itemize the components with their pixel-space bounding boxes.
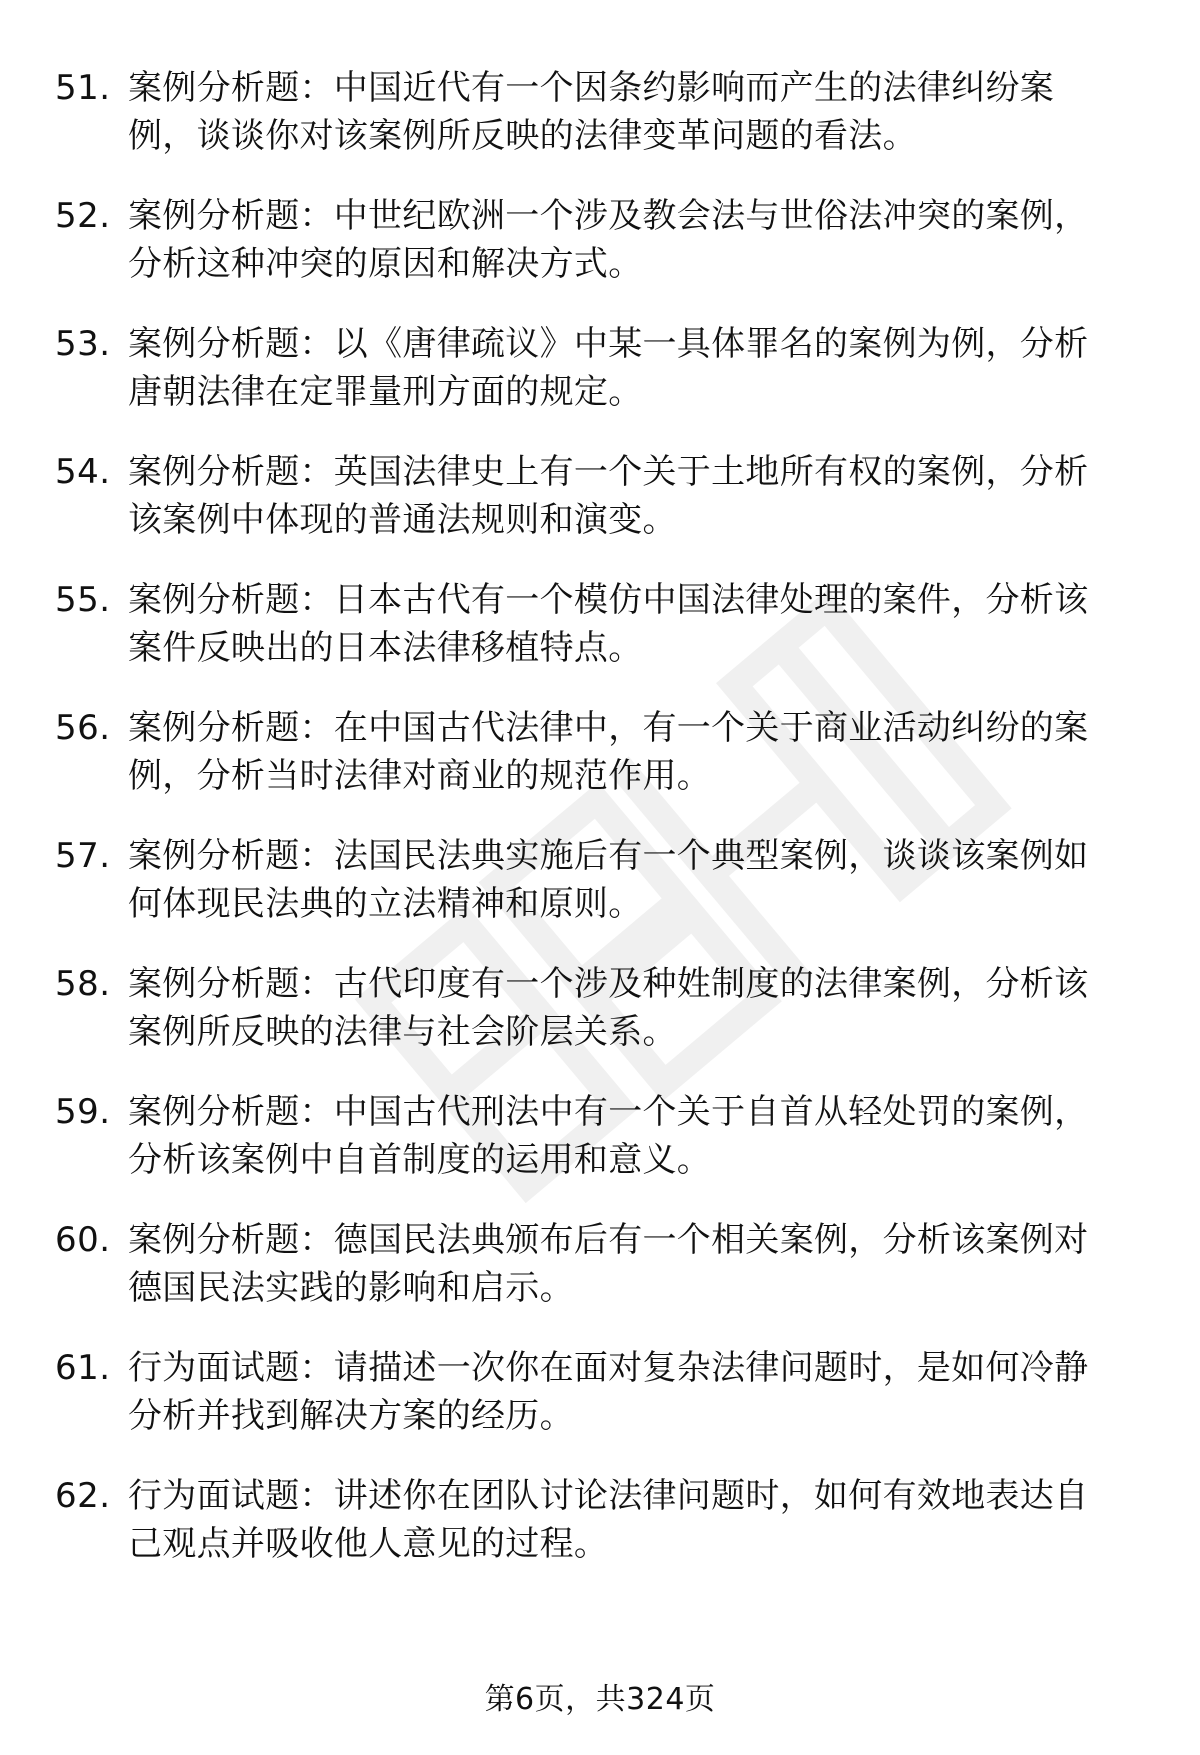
list-item bbox=[0, 1076, 1200, 1204]
question-line: 分析并找到解决方案的经历。 bbox=[128, 1396, 574, 1436]
question-line: 例，谈谈你对该案例所反映的法律变革问题的看法。 bbox=[128, 116, 917, 156]
question-line: 案件反映出的日本法律移植特点。 bbox=[128, 628, 643, 668]
question-text bbox=[128, 192, 1138, 288]
question-number: 58. bbox=[55, 964, 111, 1004]
question-line: 案例分析题：法国民法典实施后有一个典型案例，谈谈该案例如 bbox=[128, 836, 1089, 876]
question-line: 案例分析题：在中国古代法律中，有一个关于商业活动纠纷的案 bbox=[128, 708, 1089, 748]
question-line: 唐朝法律在定罪量刑方面的规定。 bbox=[128, 372, 643, 412]
list-item bbox=[0, 1332, 1200, 1460]
question-line: 例，分析当时法律对商业的规范作用。 bbox=[128, 756, 712, 796]
list-item bbox=[0, 692, 1200, 820]
list-item bbox=[0, 436, 1200, 564]
question-line: 案例分析题：英国法律史上有一个关于土地所有权的案例，分析 bbox=[128, 452, 1089, 492]
question-number: 52. bbox=[55, 196, 111, 236]
list-item bbox=[0, 308, 1200, 436]
question-line: 案例分析题：以《唐律疏议》中某一具体罪名的案例为例，分析 bbox=[128, 324, 1089, 364]
question-line: 何体现民法典的立法精神和原则。 bbox=[128, 884, 643, 924]
question-text bbox=[128, 1344, 1138, 1440]
list-item bbox=[0, 52, 1200, 180]
question-text bbox=[128, 1472, 1138, 1568]
list-item bbox=[0, 1460, 1200, 1588]
question-text bbox=[128, 1088, 1138, 1184]
question-line: 德国民法实践的影响和启示。 bbox=[128, 1268, 574, 1308]
list-item bbox=[0, 1204, 1200, 1332]
question-number: 62. bbox=[55, 1476, 111, 1516]
page-number-footer: 第6页，共324页 bbox=[484, 1682, 716, 1717]
question-number: 59. bbox=[55, 1092, 111, 1132]
question-number: 57. bbox=[55, 836, 111, 876]
question-number: 56. bbox=[55, 708, 111, 748]
question-line: 己观点并吸收他人意见的过程。 bbox=[128, 1524, 609, 1564]
question-text bbox=[128, 320, 1138, 416]
question-line: 行为面试题：请描述一次你在面对复杂法律问题时，是如何冷静 bbox=[128, 1348, 1089, 1388]
question-text bbox=[128, 704, 1138, 800]
question-text bbox=[128, 448, 1138, 544]
question-text bbox=[128, 832, 1138, 928]
list-item bbox=[0, 820, 1200, 948]
question-text bbox=[128, 576, 1138, 672]
question-line: 行为面试题：讲述你在团队讨论法律问题时，如何有效地表达自 bbox=[128, 1476, 1089, 1516]
question-number: 54. bbox=[55, 452, 111, 492]
question-list bbox=[0, 52, 1200, 1588]
list-item bbox=[0, 564, 1200, 692]
question-line: 该案例中体现的普通法规则和演变。 bbox=[128, 500, 677, 540]
question-line: 案例分析题：日本古代有一个模仿中国法律处理的案件，分析该 bbox=[128, 580, 1089, 620]
question-line: 案例分析题：德国民法典颁布后有一个相关案例，分析该案例对 bbox=[128, 1220, 1089, 1260]
question-line: 案例分析题：中国近代有一个因条约影响而产生的法律纠纷案 bbox=[128, 68, 1055, 108]
question-line: 案例所反映的法律与社会阶层关系。 bbox=[128, 1012, 677, 1052]
question-number: 55. bbox=[55, 580, 111, 620]
question-text bbox=[128, 960, 1138, 1056]
question-line: 案例分析题：古代印度有一个涉及种姓制度的法律案例，分析该 bbox=[128, 964, 1089, 1004]
question-text bbox=[128, 64, 1138, 160]
list-item bbox=[0, 948, 1200, 1076]
question-number: 53. bbox=[55, 324, 111, 364]
list-item bbox=[0, 180, 1200, 308]
question-line: 分析这种冲突的原因和解决方式。 bbox=[128, 244, 643, 284]
question-line: 案例分析题：中世纪欧洲一个涉及教会法与世俗法冲突的案例， bbox=[128, 196, 1089, 236]
question-number: 61. bbox=[55, 1348, 111, 1388]
question-line: 案例分析题：中国古代刑法中有一个关于自首从轻处罚的案例， bbox=[128, 1092, 1089, 1132]
question-number: 60. bbox=[55, 1220, 111, 1260]
question-line: 分析该案例中自首制度的运用和意义。 bbox=[128, 1140, 712, 1180]
question-number: 51. bbox=[55, 68, 111, 108]
question-text bbox=[128, 1216, 1138, 1312]
